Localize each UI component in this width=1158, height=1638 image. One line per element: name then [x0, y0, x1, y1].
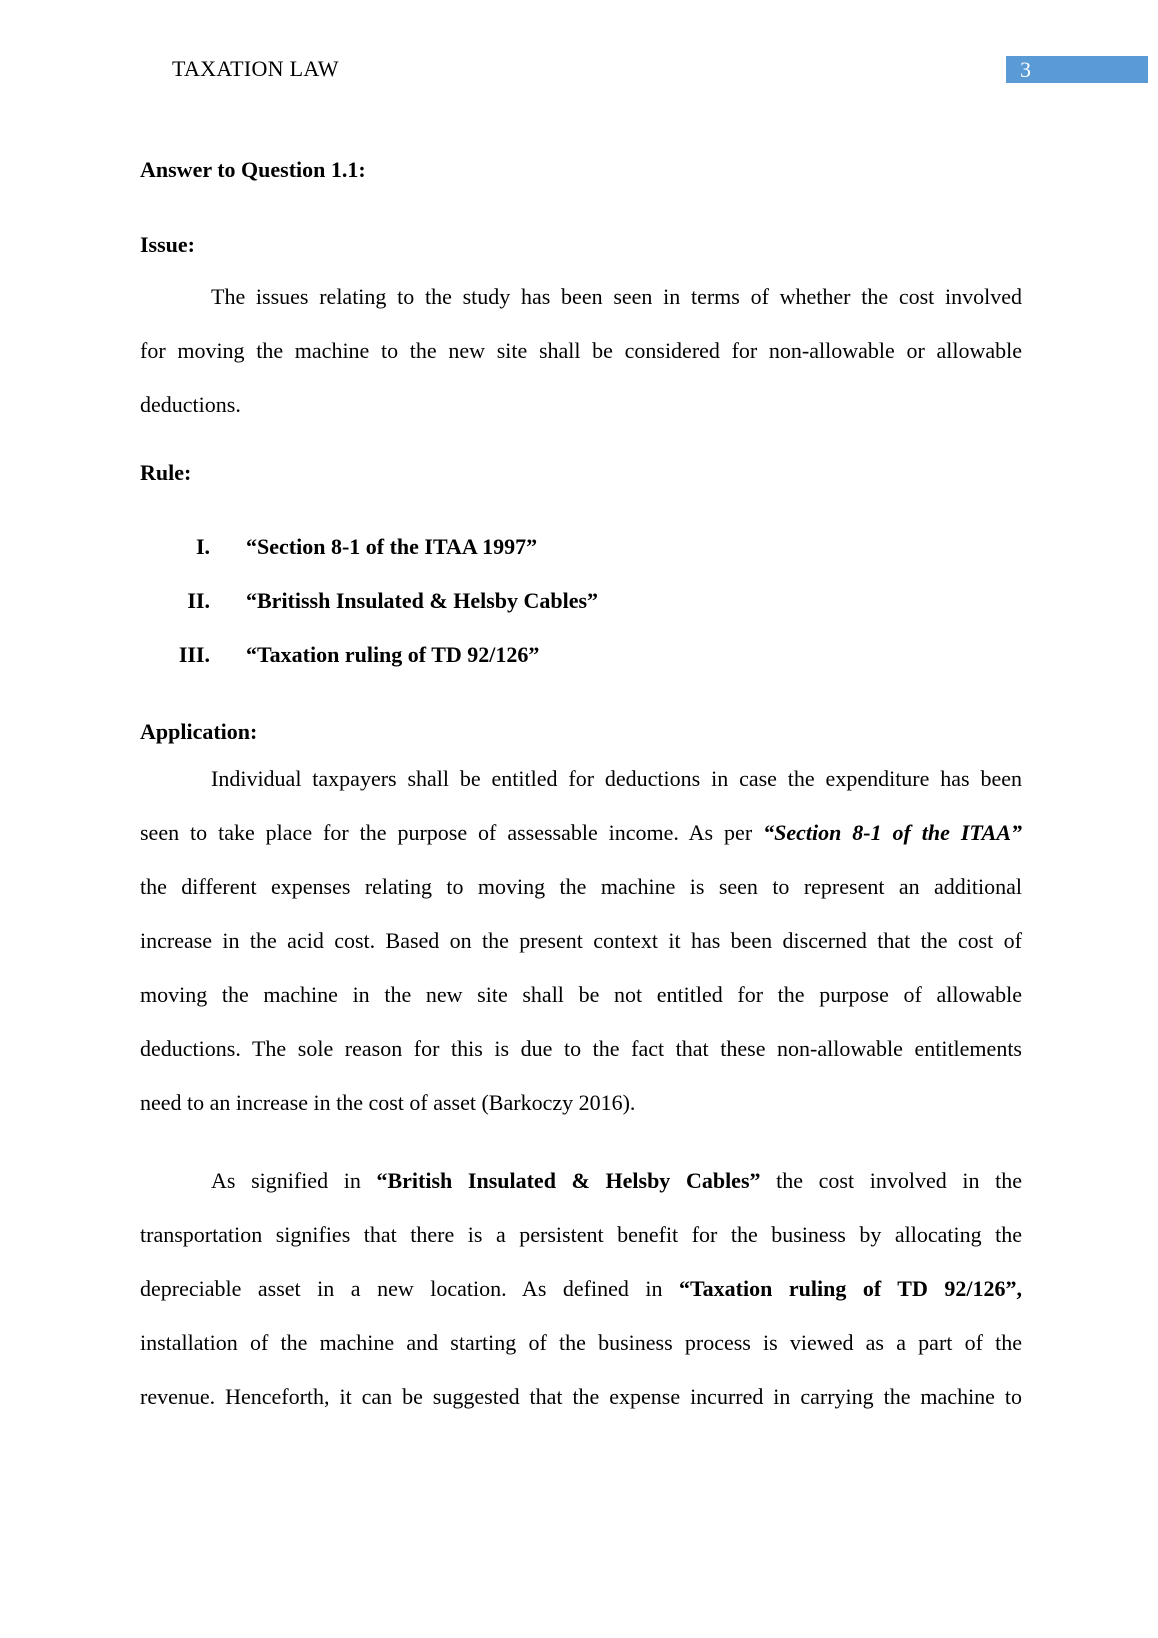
app1-line-1: Individual taxpayers shall be entitled for deductions in case the expenditure has been	[211, 766, 1022, 791]
app2-line-2: transportation signifies that there is a persistent benefit for the business by allocating the	[140, 1222, 1022, 1247]
rule-item	[140, 532, 1022, 586]
app1-line-2-text: seen to take place for the purpose of assessable income. As per	[140, 820, 764, 845]
application-heading: Application:	[140, 719, 258, 744]
issue-line-1: The issues relating to the study has been seen in terms of whether the cost involved	[211, 284, 1022, 309]
app1-line-5: moving the machine in the new site shall be not entitled for the purpose of allowable	[140, 982, 1022, 1007]
application-paragraph-1	[140, 752, 1022, 1130]
issue-heading: Issue:	[140, 232, 196, 257]
page-number-badge: 3	[1006, 56, 1148, 83]
rule-number: II.	[187, 588, 210, 613]
app2-line-3	[140, 1262, 1022, 1316]
rule-number: III.	[178, 642, 210, 667]
running-header-title: TAXATION LAW	[172, 56, 339, 81]
app2-line-3-text-a: depreciable asset in a new location. As defined in	[140, 1276, 680, 1301]
british-insulated-citation: “British Insulated & Helsby Cables”	[376, 1168, 761, 1193]
app2-line-4: installation of the machine and starting of the business process is viewed as a part of the	[140, 1330, 1022, 1355]
app2-line-5: revenue. Henceforth, it can be suggested that the expense incurred in carrying the machine to	[140, 1384, 1022, 1409]
app1-line-4: increase in the acid cost. Based on the present context it has been discerned that the cost of	[140, 928, 1022, 953]
rule-text: “Britissh Insulated & Helsby Cables”	[246, 588, 599, 613]
answer-heading: Answer to Question 1.1:	[140, 157, 366, 182]
taxation-ruling-citation: “Taxation ruling of TD 92/126”,	[679, 1276, 1022, 1301]
rule-item	[140, 586, 1022, 640]
issue-line-3: deductions.	[140, 392, 241, 417]
rule-heading: Rule:	[140, 460, 192, 485]
rule-number: I.	[195, 534, 210, 559]
app1-line-2	[140, 806, 1022, 860]
app2-line-1	[140, 1154, 1022, 1208]
rule-item	[140, 640, 1022, 694]
issue-line-2: for moving the machine to the new site shall be considered for non-allowable or allowable	[140, 338, 1022, 363]
app1-line-3: the different expenses relating to moving the machine is seen to represent an additional	[140, 874, 1022, 899]
app2-line-1-text-a: As signified in	[211, 1168, 377, 1193]
app1-line-6: deductions. The sole reason for this is due to the fact that these non-allowable entitlements	[140, 1036, 1022, 1061]
section-8-1-citation: “Section 8-1 of the ITAA”	[763, 820, 1022, 845]
issue-paragraph	[140, 270, 1022, 432]
rule-text: “Taxation ruling of TD 92/126”	[246, 642, 540, 667]
application-paragraph-2	[140, 1154, 1022, 1424]
app1-line-7: need to an increase in the cost of asset (Barkoczy 2016).	[140, 1090, 636, 1115]
app2-line-1-text-c: the cost involved in the	[760, 1168, 1022, 1193]
rule-text: “Section 8-1 of the ITAA 1997”	[246, 534, 538, 559]
rule-list	[140, 532, 1022, 694]
